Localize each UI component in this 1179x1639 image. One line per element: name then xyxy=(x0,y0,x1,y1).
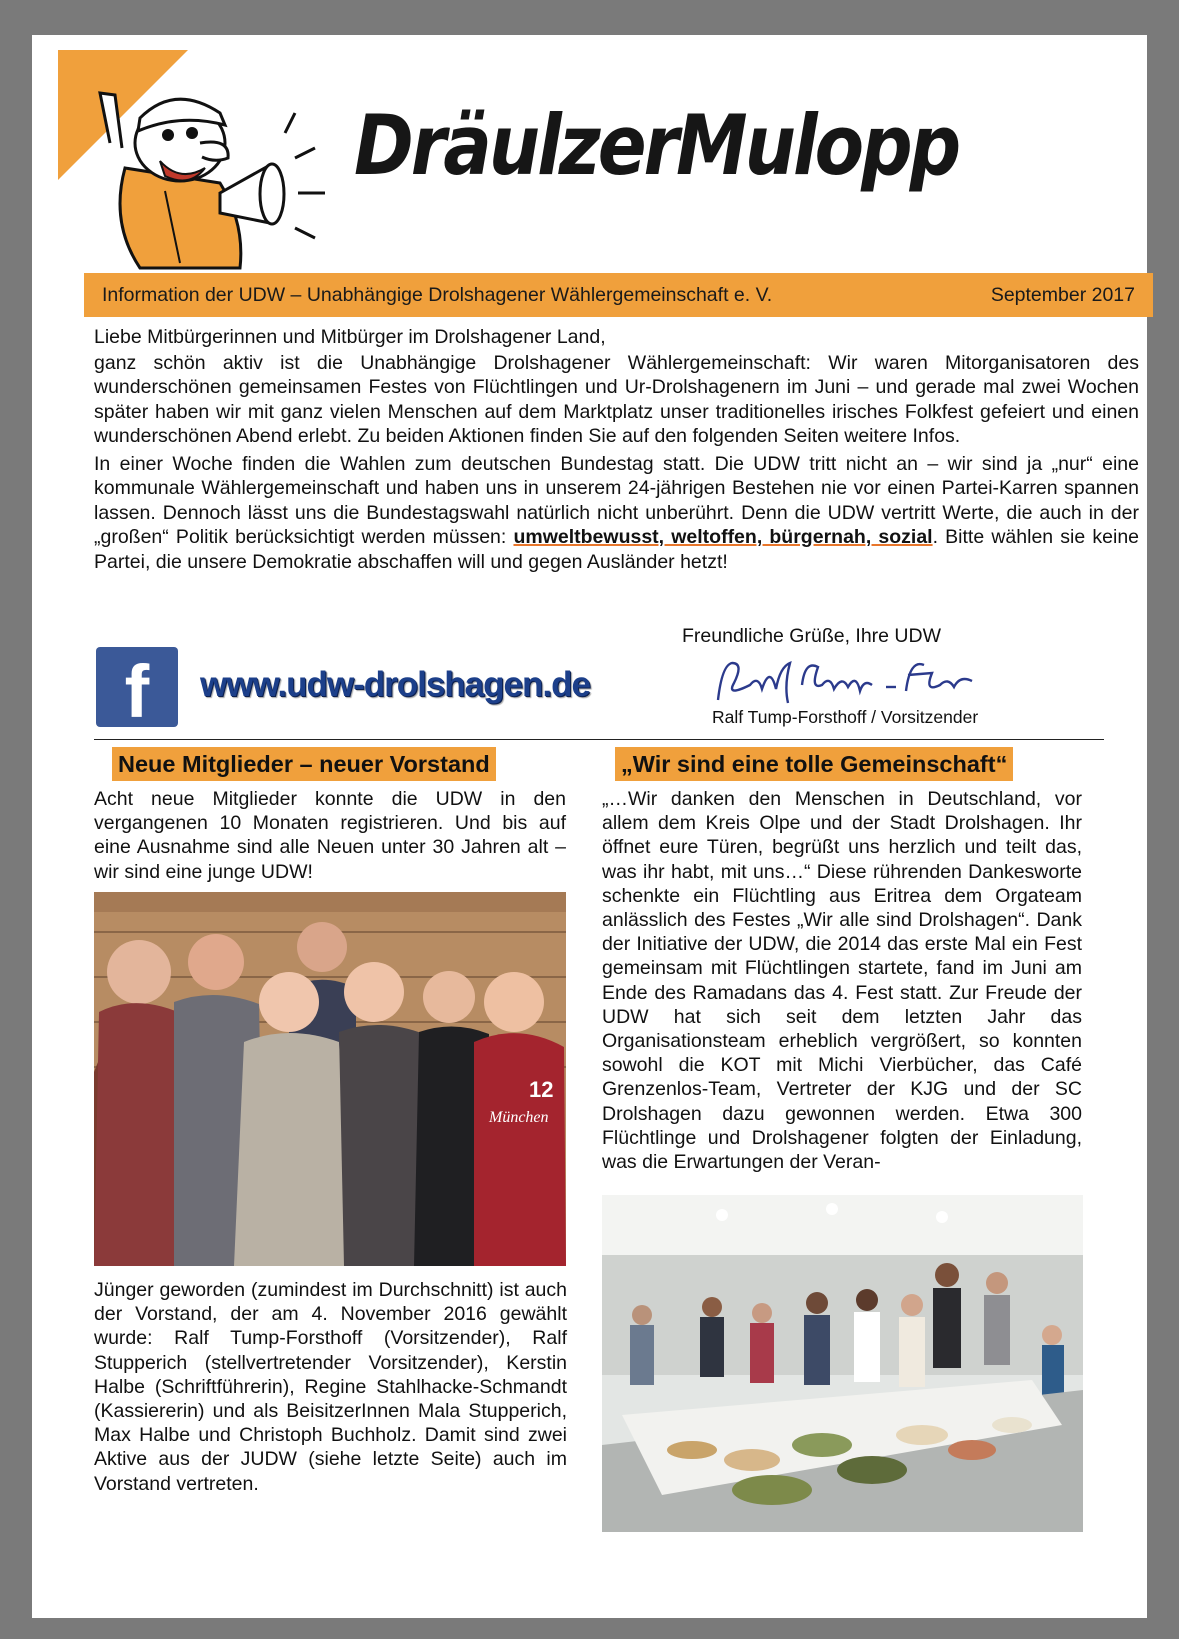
issue-date: September 2017 xyxy=(990,283,1135,306)
facebook-icon[interactable]: f xyxy=(96,647,178,727)
right-article-body: „…Wir danken den Menschen in Deutschland, vor allem dem Kreis Olpe und der Stadt Drolshagen. Ihr öffnet eure Türen, begrüßt uns herzlich und teilt das, was ihr habt, mit uns…“ Diese rührenden Dankesworte schenkte ein Flüchtling aus Eritrea dem Orgateam anlässlich des Festes „Wir alle sind Drolshagen“. Dank der Initiative der UDW, die 2014 das erste Mal ein Fest gemeinsam mit Flüchtlingen startete, fand im Juni am Ende des Ramadans das 4. Fest statt. Zur Freude der UDW hat sich seit dem letzten Jahr das Organisationsteam erheblich vergrößert, so konnten sowohl die KOT mit Michi Vierbücher, das Café Grenzenlos-Team, Vertreter der KJG und der SC Drolshagen dazu gewonnen werden. Etwa 300 Flüchtlinge und Drolshagener folgten der Einladung, was die Erwartungen der Veran- xyxy=(602,788,1082,1174)
left-article-body: Jünger geworden (zumindest im Durchschnitt) ist auch der Vorstand, der am 4. November 2016 gewählt wurde: Ralf Tump-Forsthoff (Vorsitzender), Ralf Stupperich (stellvertretender Vorsitzender), Kerstin Halbe (Schriftführerin), Regine Stahlhacke-Schmandt (Kassiererin) und als BeisitzerInnen Mala Stupperich, Max Halbe und Christoph Buchholz. Damit sind zwei Aktive aus der JUDW (siehe letzte Seite) auch im Vorstand vertreten. xyxy=(94,1279,567,1495)
signer-name: Ralf Tump-Forsthoff / Vorsitzender xyxy=(712,707,979,727)
values-highlight: umweltbewusst, weltoffen, bürgernah, sozial xyxy=(513,526,933,548)
signature-image xyxy=(710,645,980,715)
right-article-heading: „Wir sind eine tolle Gemeinschaft“ xyxy=(615,747,1013,781)
left-article-intro: Acht neue Mitglieder konnte die UDW in den vergangenen 10 Monaten registrieren. Und bis auf eine Ausnahme sind alle Neuen unter 30 Jahren alt – wir sind eine junge UDW! xyxy=(94,788,566,883)
masthead-title: DräulzerMulopp xyxy=(354,97,959,194)
intro-paragraph-2-start: In einer Woche finden die Wahlen zum deutschen Bundestag statt. Die UDW tritt nicht an – wir sind ja „nur“ eine kommunale Wählergemeinschaft und haben uns in unserem 24-jährigen Bestehen nie vor einen Partei-Karren spannen lassen. Dennoch lässt uns die Bundestagswahl natürlich nicht unberührt. Denn die UDW vertritt Werte, die auch in der „großen“ Politik berücksichtigt werden müssen: xyxy=(94,452,1139,548)
left-article-heading: Neue Mitglieder – neuer Vorstand xyxy=(112,747,496,781)
intro-letter xyxy=(94,325,1139,574)
shirt-number: 12 xyxy=(529,1077,554,1102)
intro-paragraph-1: ganz schön aktiv ist die Unabhängige Drolshagener Wählergemeinschaft: Wir waren Mitorganisatoren des wunderschönen gemeinsamen Festes von Flüchtlingen und Ur-Drolshagenern im Juni – und gerade mal zwei Wochen später haben wir mit ganz vielen Menschen auf dem Marktplatz unser traditionelles irisches Folkfest gefeiert und einen wunderschönen Abend erlebt. Zu beiden Aktionen finden Sie auf den folgenden Seiten weitere Infos. xyxy=(94,351,1139,447)
newsletter-page xyxy=(32,35,1147,1618)
intro-paragraph-2 xyxy=(94,452,1139,575)
greeting: Liebe Mitbürgerinnen und Mitbürger im Drolshagener Land, xyxy=(94,326,606,348)
shirt-text: München xyxy=(489,1109,549,1126)
publisher-line: Information der UDW – Unabhängige Drolshagener Wählergemeinschaft e. V. xyxy=(102,283,773,306)
divider xyxy=(94,739,1104,740)
megaphone-mascot-icon xyxy=(70,73,370,273)
intro-paragraph-2-end: . Bitte wählen sie keine Partei, die unsere Demokratie abschaffen will und gegen Ausländer hetzt! xyxy=(94,526,1140,573)
closing-greeting: Freundliche Grüße, Ihre UDW xyxy=(682,625,941,647)
festival-photo xyxy=(602,1195,1083,1532)
group-photo xyxy=(94,892,566,1266)
masthead-banner xyxy=(84,273,1153,317)
website-link[interactable]: www.udw-drolshagen.de xyxy=(200,665,590,704)
